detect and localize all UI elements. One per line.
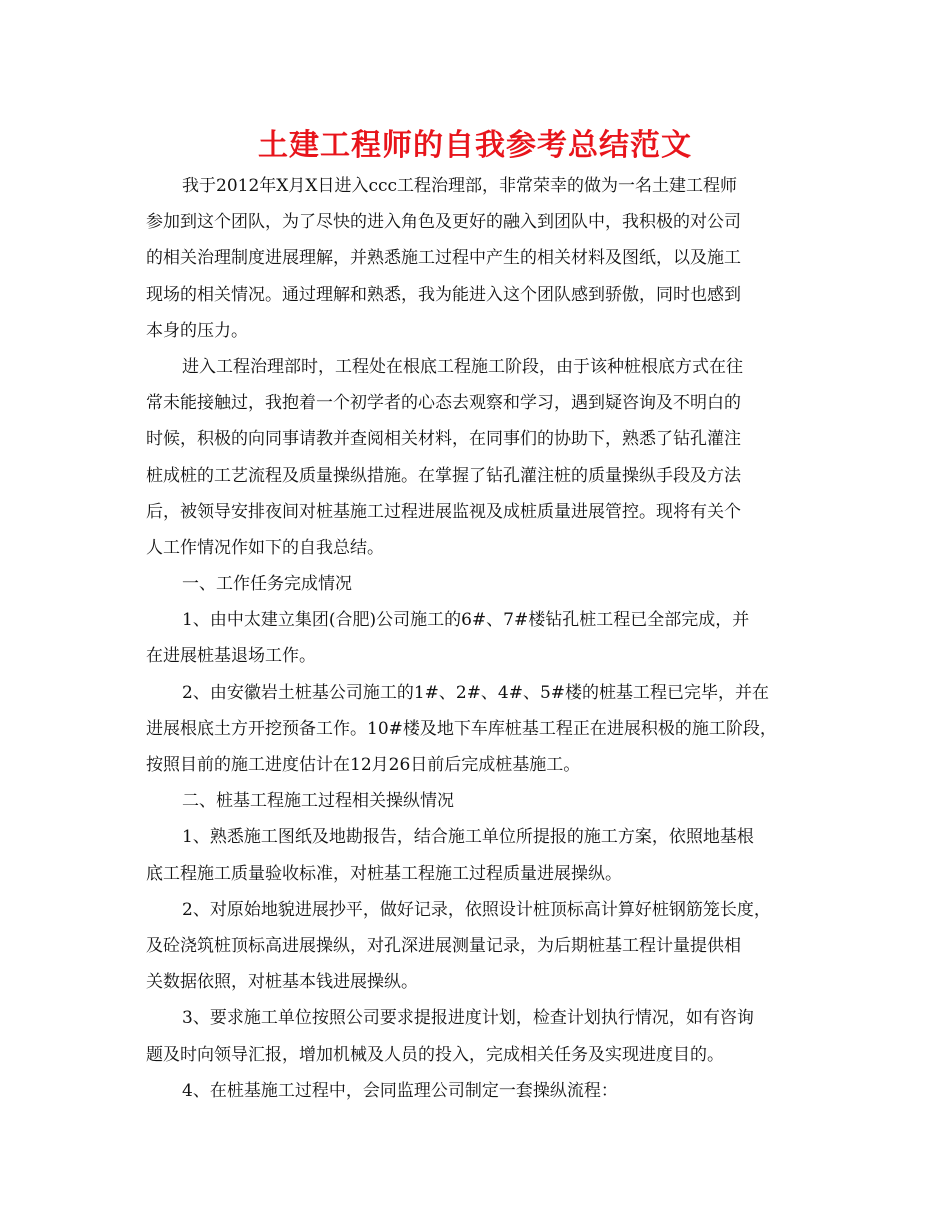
text-line: 4、在桩基施工过程中，会同监理公司制定一套操纵流程：: [182, 1080, 618, 1101]
text-line: 在进展桩基退场工作。: [146, 646, 316, 667]
text-line: 我于2012年X月X日进入ccc工程治理部，非常荣幸的做为一名土建工程师: [182, 176, 738, 196]
text-line: 1、熟悉施工图纸及地勘报告，结合施工单位所提报的施工方案，依照地基根: [182, 827, 754, 848]
text-line: 关数据依照，对桩基本钱进展操纵。: [146, 972, 418, 993]
text-line: 参加到这个团队，为了尽快的进入角色及更好的融入到团队中，我积极的对公司: [146, 212, 741, 233]
text-line: 2、由安徽岩土桩基公司施工的1#、2#、4#、5#楼的桩基工程已完毕，并在: [182, 682, 770, 703]
text-line: 桩成桩的工艺流程及质量操纵措施。在掌握了钻孔灌注桩的质量操纵手段及方法: [146, 465, 741, 486]
document-title: 土建工程师的自我参考总结范文: [258, 128, 692, 163]
text-line: 二、桩基工程施工过程相关操纵情况: [182, 791, 454, 812]
text-line: 按照目前的施工进度估计在12月26日前后完成桩基施工。: [146, 755, 581, 775]
text-line: 底工程施工质量验收标准，对桩基工程施工过程质量进展操纵。: [146, 863, 622, 884]
text-line: 本身的压力。: [146, 320, 248, 341]
text-line: 2、对原始地貌进展抄平，做好记录，依照设计桩顶标高计算好桩钢筋笼长度，: [182, 899, 771, 920]
text-line: 人工作情况作如下的自我总结。: [146, 537, 384, 558]
text-line: 时候，积极的向同事请教并查阅相关材料，在同事们的协助下，熟悉了钻孔灌注: [146, 429, 741, 450]
text-line: 1、由中太建立集团(合肥)公司施工的6#、7#楼钻孔桩工程已全部完成，并: [182, 610, 750, 631]
text-line: 现场的相关情况。通过理解和熟悉，我为能进入这个团队感到骄傲，同时也感到: [146, 284, 741, 305]
text-line: 后，被领导安排夜间对桩基施工过程进展监视及成桩质量进展管控。现将有关个: [146, 501, 741, 522]
text-line: 一、工作任务完成情况: [182, 574, 352, 595]
document-body: [146, 168, 806, 1109]
text-line: 常未能接触过，我抱着一个初学者的心态去观察和学习，遇到疑咨询及不明白的: [146, 393, 741, 414]
text-line: 及砼浇筑桩顶标高进展操纵，对孔深进展测量记录，为后期桩基工程计量提供相: [146, 935, 741, 956]
text-line: 3、要求施工单位按照公司要求提报进度计划，检查计划执行情况，如有咨询: [182, 1008, 754, 1029]
text-line: 进入工程治理部时，工程处在根底工程施工阶段，由于该种桩根底方式在往: [182, 356, 743, 377]
text-line: 的相关治理制度进展理解，并熟悉施工过程中产生的相关材料及图纸，以及施工: [146, 248, 741, 269]
text-line: 进展根底土方开挖预备工作。10#楼及地下车库桩基工程正在进展积极的施工阶段，: [146, 718, 777, 739]
text-line: 题及时向领导汇报，增加机械及人员的投入，完成相关任务及实现进度目的。: [146, 1044, 724, 1065]
